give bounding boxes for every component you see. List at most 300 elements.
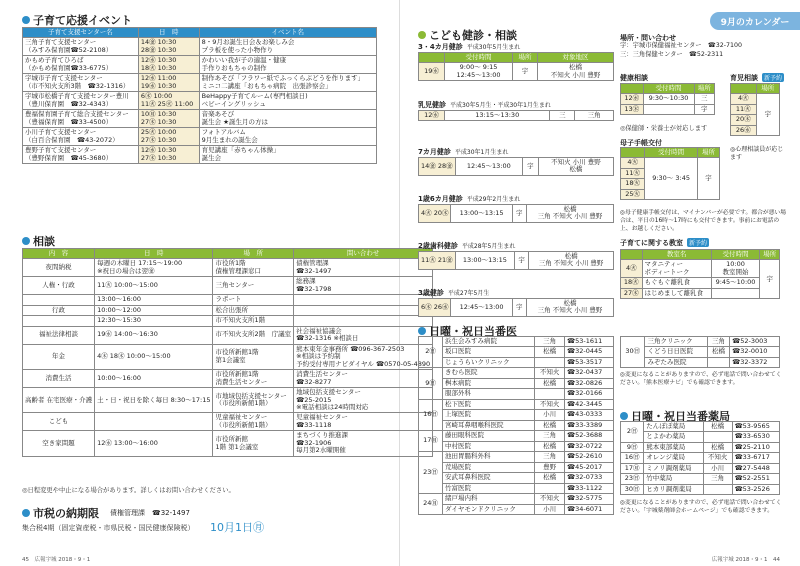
table-row <box>419 63 614 81</box>
table-header <box>621 148 645 158</box>
facility-phone: ☎33-6717 <box>732 453 779 463</box>
facility-name: 松下医院 <box>443 399 535 409</box>
facility-area <box>535 357 565 367</box>
duty-date: 9㊐ <box>621 442 644 452</box>
consult-contact: 社会福祉協議会 ☎32-1316 ※相談日 <box>294 326 433 344</box>
facility-name: 桝本病院 <box>443 378 535 388</box>
facility-phone: ☎32-0166 <box>565 389 614 399</box>
table-header: 日 時 <box>95 249 213 259</box>
facility-area: 三角 <box>535 431 565 441</box>
table-row <box>23 146 377 164</box>
consult-place: 宇 <box>694 104 714 114</box>
table-row <box>419 158 614 176</box>
table-header <box>731 84 757 94</box>
center-name: 三角子育て支援センター （みすみ保育園☎52-2108） <box>23 38 139 56</box>
boshi-date: 18㊋ <box>621 179 645 189</box>
facility-area: 松橋 <box>703 442 732 452</box>
consult-place: 市地域包括支援センター （市役所新館1階） <box>213 388 294 413</box>
table-row <box>419 494 614 504</box>
table-row <box>621 422 780 432</box>
health-consult-title: 健康相談 <box>620 74 648 82</box>
checkup-table <box>418 251 614 270</box>
table-header <box>621 84 644 94</box>
table-row <box>419 252 614 270</box>
venue-title: 場所・問い合わせ <box>620 34 676 42</box>
consult-type: 行政 <box>23 305 95 315</box>
facility-phone: ☎32-0722 <box>565 441 614 451</box>
checkup-title: 2歳歯科健診 平成28年5月生まれ <box>418 242 516 250</box>
center-name: かもめ子育てひろば （かもめ保育園☎33-6775） <box>23 56 139 74</box>
duty-date: 17㊊ <box>621 463 644 473</box>
bullet-icon <box>22 237 30 245</box>
table-header: 内 容 <box>23 249 95 259</box>
facility-name: 竹富医院 <box>443 483 535 493</box>
facility-area: 松橋 <box>703 422 732 432</box>
table-row <box>23 370 433 388</box>
duty-date: 30㊐ <box>621 484 644 494</box>
facility-phone: ☎34-6071 <box>565 504 614 514</box>
duty-date: 16㊐ <box>621 453 644 463</box>
duty-note: ◎変更になることがありますので、必ず電話で問い合わせてください。「熊本医療ナビ」でも確認できます。 <box>620 372 782 386</box>
consult-type: 夜間納税 <box>23 259 95 277</box>
facility-area: 小川 <box>703 463 732 473</box>
checkup-area: 三角 <box>575 111 614 121</box>
class-title: 子育てに関する教室 新予約 <box>620 239 708 247</box>
consult-place: 市不知火支所2階 庁議室 <box>213 326 294 344</box>
consult-place: 市役所1階 債権管理課窓口 <box>213 259 294 277</box>
duty-date: 30㊐ <box>621 337 645 368</box>
table-header: 受付時間 <box>445 53 513 63</box>
table-row <box>23 56 377 74</box>
facility-area: 不知火 <box>535 399 565 409</box>
facility-area: 小川 <box>535 504 565 514</box>
class-place: 宇 <box>760 260 780 299</box>
table-header: 受付時間 <box>645 148 698 158</box>
checkup-time: 9:00〜 9:15 12:45〜13:00 <box>445 63 513 81</box>
boshi-date: 25㊋ <box>621 189 645 199</box>
consult-time: 19㊌ 14:00〜16:30 <box>95 326 213 344</box>
consult-time: 土・日・祝日を除く毎日 8:30〜17:15 <box>95 388 213 413</box>
nursing-date: 26㊌ <box>731 125 757 135</box>
facility-name: 竹中薬局 <box>644 474 703 484</box>
facility-name: 服部外科 <box>443 389 535 399</box>
facility-area: 松橋 <box>535 473 565 483</box>
checkup-date: 6㊍ 26㊌ <box>419 299 451 317</box>
checkup-place: 三 <box>550 111 575 121</box>
facility-phone: ☎32-0733 <box>565 473 614 483</box>
consult-place: 児童福祉センター （市役所新館1階） <box>213 413 294 431</box>
table-row <box>621 474 780 484</box>
duty-date: 16㊐ <box>419 399 443 430</box>
section-duty-pharmacy: 日曜・祝日当番薬局 <box>620 408 730 424</box>
facility-name: 安武耳鼻科医院 <box>443 473 535 483</box>
facility-area: 不知火 <box>535 494 565 504</box>
class-name: もぐもぐ離乳食 <box>642 278 711 288</box>
facility-name: 宮崎耳鼻咽喉科医院 <box>443 420 535 430</box>
facility-name: 藤田眼科医院 <box>443 431 535 441</box>
section-child-checkup: こども健診・相談 <box>418 27 517 43</box>
facility-area: 不知火 <box>703 453 732 463</box>
facility-area <box>703 432 732 442</box>
table-row <box>621 357 780 367</box>
checkup-place: 宇 <box>515 252 529 270</box>
table-row <box>419 473 614 483</box>
checkup-place: 宇 <box>512 205 526 223</box>
table-row <box>419 205 614 223</box>
event-date: 10㊊ 10:30 27㊍ 10:30 <box>138 110 199 128</box>
checkup-title: 3・4カ月健診 平成30年5月生まれ <box>418 43 521 51</box>
checkup-area: 不知火 小川 豊野 松橋 <box>538 158 613 176</box>
bullet-icon <box>22 16 30 24</box>
consult-time: 12:30〜15:30 <box>95 316 213 326</box>
facility-phone: ☎27-5448 <box>732 463 779 473</box>
boshi-title: 母子手帳交付 <box>620 139 662 147</box>
nursing-title: 育児相談 新予約 <box>730 74 783 82</box>
consult-time <box>95 413 213 431</box>
facility-area: 三角 <box>703 474 732 484</box>
table-row <box>621 158 720 168</box>
checkup-title: 1歳6カ月健診 平成29年2月生まれ <box>418 195 521 203</box>
consult-contact: まちづくり推進課 ☎32-1906 毎月第2水曜開催 <box>294 431 433 456</box>
consult-time: 4㊍ 18㊍ 10:00〜15:00 <box>95 344 213 369</box>
facility-phone: ☎52-2551 <box>732 474 779 484</box>
checkup-title: 3歳健診 平成27年5月生 <box>418 289 490 297</box>
table-row <box>23 74 377 92</box>
duty-doctor-table <box>418 336 614 515</box>
facility-name: 三角クリニック <box>645 337 707 347</box>
boshi-date: 4㊋ <box>621 158 645 168</box>
checkup-date: 14㊎ 28㊎ <box>419 158 456 176</box>
class-name: はじめまして離乳食 <box>642 288 711 298</box>
checkup-area: 松橋 三角 不知火 小川 豊野 <box>526 205 613 223</box>
table-row <box>23 259 433 277</box>
checkup-date: 11㊋ 21㊎ <box>419 252 456 270</box>
facility-area <box>707 357 729 367</box>
consult-type: 高齢者 在宅医療・介護 <box>23 388 95 413</box>
table-row <box>621 104 715 114</box>
bullet-icon <box>620 412 628 420</box>
table-row <box>23 277 433 295</box>
facility-name: ヒカリ調剤薬局 <box>644 484 703 494</box>
checkup-date: 4㊋ 20㊍ <box>419 205 451 223</box>
table-row <box>621 278 780 288</box>
checkup-table <box>418 110 614 121</box>
event-date: 25㊋ 10:00 27㊍ 10:30 <box>138 128 199 146</box>
facility-phone: ☎52-2610 <box>565 452 614 462</box>
table-header <box>419 53 445 63</box>
facility-area <box>703 484 732 494</box>
facility-name: くどう日日医院 <box>645 347 707 357</box>
table-row <box>23 431 433 456</box>
nursing-date: 4㊋ <box>731 94 757 104</box>
consult-contact: 消費生活センター ☎32-8277 <box>294 370 433 388</box>
event-name: 育児講座「赤ちゃん体操」 誕生会 <box>199 146 376 164</box>
table-row <box>419 452 614 462</box>
event-name: 制作あそび「フラワー紙でふっくらぶどうを作ります」 ミニコ二講座「おもちゃ病院 出張診察会」 <box>199 74 376 92</box>
center-name: 豊野子育て支援センター （豊野保育園 ☎45-3680） <box>23 146 139 164</box>
checkup-place: 宇 <box>512 299 526 317</box>
facility-name: 浜生会みすみ病院 <box>443 337 535 347</box>
facility-phone: ☎45-2017 <box>565 462 614 472</box>
facility-name: 上塚医院 <box>443 410 535 420</box>
calendar-ribbon: 9月のカレンダー <box>710 12 800 30</box>
checkup-area: 松橋 三角 不知火 小川 豊野 <box>526 299 613 317</box>
consult-contact: 地域包括支援センター ☎25-2015 ※電話相談は24時間対応 <box>294 388 433 413</box>
consult-time: 9:30〜10:30 <box>643 94 694 104</box>
table-row <box>23 38 377 56</box>
facility-area: 三角 <box>535 337 565 347</box>
bullet-icon <box>22 509 30 517</box>
table-row <box>621 484 780 494</box>
consult-place: 市不知火支所1階 <box>213 316 294 326</box>
facility-area: 不知火 <box>535 368 565 378</box>
facility-name: 池田胃腸科外科 <box>443 452 535 462</box>
table-row <box>621 337 780 347</box>
table-row <box>23 344 433 369</box>
duty-date: 2㊐ <box>419 337 443 368</box>
consult-contact: 熊本東年金事務所 ☎096-367-2503 ※相談は予約制 予約受付専用ナビダイヤル ☎0570-05-4890 <box>294 344 433 369</box>
consult-table <box>22 248 433 457</box>
facility-area: 松橋 <box>535 378 565 388</box>
table-header: 場 所 <box>213 249 294 259</box>
table-row <box>23 128 377 146</box>
class-date: 4㊋ <box>621 260 643 278</box>
table-row <box>621 432 780 442</box>
facility-phone: ☎32-0437 <box>565 368 614 378</box>
consult-time: 12㊌ 13:00〜16:00 <box>95 431 213 456</box>
table-header: 教室名 <box>642 250 711 260</box>
table-row <box>419 368 614 378</box>
consult-date: 13㊍ <box>621 104 644 114</box>
class-date: 18㊋ <box>621 278 643 288</box>
table-header: 場所 <box>513 53 538 63</box>
facility-name: ミノリ調剤薬局 <box>644 463 703 473</box>
checkup-table <box>418 157 614 176</box>
facility-area: 松橋 <box>535 347 565 357</box>
table-row <box>419 399 614 409</box>
section-duty-doctor: 日曜・祝日当番医 <box>418 323 517 339</box>
checkup-time: 13:00〜13:15 <box>455 252 515 270</box>
facility-name: じょうらいクリニック <box>443 357 535 367</box>
consult-type: 人権・行政 <box>23 277 95 295</box>
facility-name: ダイヤモンドクリニック <box>443 504 535 514</box>
facility-name: たんぽぽ薬局 <box>644 422 703 432</box>
facility-phone: ☎53-3517 <box>565 357 614 367</box>
health-consult-table <box>620 83 715 115</box>
facility-name: きむら医院 <box>443 368 535 378</box>
center-name: 宇城市松橋子育て支援センター豊川 （豊川保育園 ☎32-4343） <box>23 92 139 110</box>
consult-type: 空き家問題 <box>23 431 95 456</box>
facility-phone: ☎32-0010 <box>730 347 780 357</box>
table-row <box>419 441 614 451</box>
facility-area: 松橋 <box>707 347 729 357</box>
checkup-table <box>418 204 614 223</box>
facility-name: 熊本東部薬局 <box>644 442 703 452</box>
events-table <box>22 27 377 164</box>
consult-time: 11㊋ 10:00〜15:00 <box>95 277 213 295</box>
table-row <box>621 260 780 278</box>
table-row <box>621 94 715 104</box>
table-header: 日 時 <box>138 28 199 38</box>
consult-place: 市役所新館1階 消費生活センター <box>213 370 294 388</box>
page-number-right: 広報宇城 2018・9・1 44 <box>711 557 780 563</box>
tax-item: 集合税4期（固定資産税・市県民税・国民健康保険税） <box>22 524 195 532</box>
pharmacy-table <box>620 421 780 495</box>
table-row <box>23 388 433 413</box>
table-header: イベント名 <box>199 28 376 38</box>
facility-name: 坂口医院 <box>443 347 535 357</box>
facility-area: 松橋 <box>535 441 565 451</box>
table-row <box>731 94 780 104</box>
duty-date: 2㊐ <box>621 422 644 443</box>
facility-area <box>535 483 565 493</box>
table-row <box>419 111 614 121</box>
nursing-date: 20㊍ <box>731 115 757 125</box>
facility-phone: ☎52-3003 <box>730 337 780 347</box>
facility-area: 松橋 <box>535 420 565 430</box>
checkup-date: 12㊌ <box>419 111 445 121</box>
table-header: 対象地区 <box>538 53 614 63</box>
consult-time: 毎週の木曜日 17:15〜19:00 ※祝日の場合は翌㊎ <box>95 259 213 277</box>
consult-time <box>643 104 694 114</box>
checkup-place: 宇 <box>513 63 538 81</box>
duty-date: 9㊐ <box>419 368 443 399</box>
table-row <box>621 453 780 463</box>
facility-phone: ☎33-6530 <box>732 432 779 442</box>
table-header: 子育て支援センター名 <box>23 28 139 38</box>
checkup-table <box>418 52 614 81</box>
table-row <box>23 326 433 344</box>
checkup-title: 7カ月健診 平成30年1月生まれ <box>418 148 509 156</box>
event-date: 12㊌ 10:30 18㊋ 10:30 <box>138 56 199 74</box>
boshi-time: 9:30〜 3:45 <box>645 158 698 200</box>
facility-phone: ☎53-9565 <box>732 422 779 432</box>
facility-name: オレンジ薬局 <box>644 453 703 463</box>
bullet-icon <box>418 31 426 39</box>
facility-phone: ☎42-3445 <box>565 399 614 409</box>
right-page <box>400 0 800 566</box>
table-row <box>621 463 780 473</box>
facility-area: 三角 <box>707 337 729 347</box>
nursing-note: ◎心理相談員が応じます <box>730 146 784 162</box>
class-name: マタニティー ボディートーク <box>642 260 711 278</box>
checkup-title: 乳児健診 平成30年5月生・平成30年1月生まれ <box>418 101 551 109</box>
venue-list: 宇：宇城市保健福祉センター ☎32-7100 三：三角保健センター ☎52-2311 <box>620 42 743 58</box>
page-number-left: 45 広報宇城 2018・9・1 <box>22 557 91 563</box>
class-time: 10:00 教室開始 <box>711 260 760 278</box>
table-header <box>621 250 643 260</box>
table-row <box>419 483 614 493</box>
event-name: BeHappy子育てルーム(専門相談日) ベビーイングリッシュ <box>199 92 376 110</box>
consult-place: 三 <box>694 94 714 104</box>
center-name: 宇城市子育て支援センター （市不知火支所3階 ☎32-1316） <box>23 74 139 92</box>
table-header: 問い合わせ <box>294 249 433 259</box>
consult-type: 福祉法律相談 <box>23 326 95 344</box>
checkup-date: 19㊌ <box>419 63 445 81</box>
facility-area: 豊野 <box>535 462 565 472</box>
consult-place: 市役所新館 1階 第1会議室 <box>213 431 294 456</box>
boshi-table <box>620 147 720 200</box>
facility-phone: ☎52-3688 <box>565 431 614 441</box>
consult-place: 三角センター <box>213 277 294 295</box>
consult-contact: 総務課 ☎32-1798 <box>294 277 433 295</box>
consult-contact: 児童福祉センター ☎33-1118 <box>294 413 433 431</box>
table-row <box>23 413 433 431</box>
consult-type <box>23 295 95 305</box>
checkup-time: 12:45〜13:00 <box>451 299 512 317</box>
class-time <box>711 288 760 298</box>
checkup-table <box>418 298 614 317</box>
event-name: かわいい我が子の適温・健康 手作りおもちゃの制作 <box>199 56 376 74</box>
facility-area: 三角 <box>535 452 565 462</box>
facility-name: 緒戸場内科 <box>443 494 535 504</box>
facility-area <box>535 389 565 399</box>
consult-date: 12㊌ <box>621 94 644 104</box>
facility-phone: ☎53-2526 <box>732 484 779 494</box>
consult-type: こども <box>23 413 95 431</box>
facility-phone: ☎32-3372 <box>730 357 780 367</box>
table-row <box>419 357 614 367</box>
event-date: 12㊌ 11:00 19㊌ 10:30 <box>138 74 199 92</box>
checkup-area: 松橋 不知火 小川 豊野 <box>538 63 614 81</box>
facility-name: 中村医院 <box>443 441 535 451</box>
table-row <box>419 389 614 399</box>
checkup-time: 13:00〜13:15 <box>451 205 512 223</box>
consult-type: 消費生活 <box>23 370 95 388</box>
table-row <box>621 442 780 452</box>
table-row <box>419 347 614 357</box>
event-name: フォトアルバム 9月生まれの誕生会 <box>199 128 376 146</box>
consult-time: 10:00〜16:00 <box>95 370 213 388</box>
event-date: 6㊍ 10:00 11㊋ 25㊋ 11:00 <box>138 92 199 110</box>
consult-place: 市役所新館1階 第1会議室 <box>213 344 294 369</box>
nursing-place: 宇 <box>756 94 779 136</box>
tax-contact: 債権管理課 ☎32-1497 <box>110 509 190 517</box>
center-name: 豊福保育園子育て総合支援センター （豊福保育園 ☎33-4500） <box>23 110 139 128</box>
table-header: 場所 <box>694 84 714 94</box>
table-header: 受付時間 <box>643 84 694 94</box>
consult-time: 10:00〜12:00 <box>95 305 213 315</box>
facility-phone: ☎32-5775 <box>565 494 614 504</box>
duty-date: 17㊊ <box>419 431 443 452</box>
duty-doctor-table-2 <box>620 336 780 368</box>
checkup-time: 12:45〜13:00 <box>455 158 522 176</box>
facility-phone: ☎32-0826 <box>565 378 614 388</box>
table-row <box>419 410 614 420</box>
health-consult-note: ◎保健師・栄養士が対応します <box>620 125 708 132</box>
section-child-events: 子育て応援イベント <box>22 12 132 28</box>
consult-time: 13:00〜16:00 <box>95 295 213 305</box>
facility-phone: ☎32-0445 <box>565 347 614 357</box>
checkup-area: 松橋 三角 不知火 小川 豊野 <box>529 252 614 270</box>
event-name: 音楽あそび 誕生会 ★誕生月の方は <box>199 110 376 128</box>
duty-date: 23㊐ <box>621 474 644 484</box>
facility-name: とよかわ薬局 <box>644 432 703 442</box>
table-row <box>419 431 614 441</box>
table-header: 場所 <box>756 84 779 94</box>
nursing-table <box>730 83 780 136</box>
class-time: 9:45〜10:00 <box>711 278 760 288</box>
tax-date: 10月1日㊊ <box>210 521 264 534</box>
boshi-place: 宇 <box>697 158 719 200</box>
event-date: 12㊌ 10:30 27㊍ 10:30 <box>138 146 199 164</box>
table-header: 場所 <box>760 250 780 260</box>
table-header: 場所 <box>697 148 719 158</box>
facility-phone: ☎33-1122 <box>565 483 614 493</box>
facility-name: みぞたみ医院 <box>645 357 707 367</box>
facility-phone: ☎53-1611 <box>565 337 614 347</box>
pharmacy-note: ◎変更になることがありますので、必ず電話で問い合わせてください。「宇城薬剤師会ホームページ」でも確認できます。 <box>620 500 782 514</box>
